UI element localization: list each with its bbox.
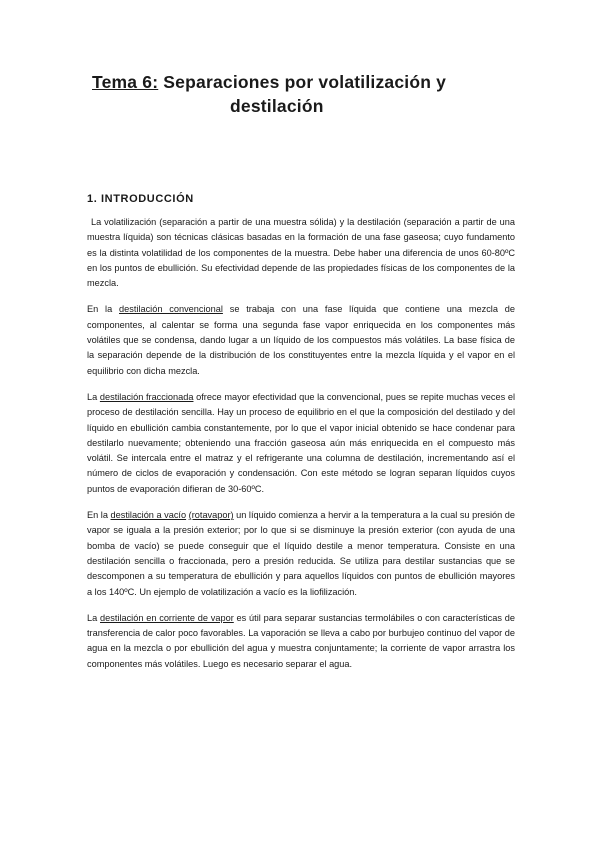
term-conventional-distillation: destilación convencional bbox=[119, 304, 223, 315]
paragraph-text: se trabaja con una fase líquida que contiene una mezcla de componentes, al calentar se forma una segunda fase vapor enriquecida en los componentes más volátiles que se condensa, dando lugar a un líquido de los compuestos más volátiles. La base física de la separación depende de la distribución de los constituyentes entre la mezcla líquida y el vapor en el equilibrio con dicha mezcla. bbox=[87, 304, 515, 376]
paragraph-volatilization: La volatilización (separación a partir de una muestra sólida) y la destilación (separación a partir de una muestra líquida) son técnicas clásicas basadas en la formación de una fase gaseosa; cuyo fundamento es la distinta volatilidad de los componentes de la muestra. Debe haber una diferencia de unos 60-80ºC en los puntos de ebullición. Su efectividad depende de las propiedades físicas de los componentes de la mezcla. bbox=[87, 217, 515, 289]
paragraph-steam-distillation bbox=[87, 611, 515, 672]
title-line-1-text: Separaciones por volatilización y bbox=[158, 72, 447, 92]
paragraph-text: En la bbox=[87, 510, 111, 521]
paragraph-text: un líquido comienza a hervir a la temperatura a la cual su presión de vapor se iguala a la presión exterior; por lo que si se disminuye la presión exterior (con ayuda de una bomba de vacío) se puede conseguir que el líquido destile a menor temperatura. Consiste en una destilación sencilla o fraccionada, pero a presión reducida. Se utiliza para destilar sustancias que se descomponen a su temperatura de ebullición y para aquellos líquidos con puntos de ebullición mayores a los 140ºC. Un ejemplo de volatilización a vacío es la liofilización. bbox=[87, 510, 515, 597]
paragraph-text: La bbox=[87, 612, 101, 623]
paragraph-text: En la bbox=[87, 304, 120, 315]
paragraph-text: La bbox=[87, 391, 100, 402]
paragraph-conventional-distillation bbox=[87, 302, 515, 378]
paragraph-vacuum-distillation bbox=[87, 508, 515, 600]
title-line-2: destilación bbox=[230, 96, 324, 116]
term-rotavapor: (rotavapor) bbox=[188, 510, 234, 521]
paragraph-fractional-distillation bbox=[87, 390, 515, 497]
term-steam-distillation: destilación en corriente de vapor bbox=[100, 612, 234, 623]
title-topic-label: Tema 6: bbox=[92, 72, 159, 92]
paragraph-text: ofrece mayor efectividad que la convencional, pues se repite muchas veces el proceso de destilación sencilla. Hay un proceso de equilibrio en el que la composición del destilado y del líquido en ebullición cambia constantemente, por lo que el vapor inicial obtenido se hace condenar para destilarlo nuevamente; obteniendo una fracción gaseosa aún más enriquecida en el compuesto más volátil. Se intercala entre el matraz y el refrigerante una columna de destilación, incrementando así el número de ciclos de evaporación y condensación. Con este método se logran separan líquidos cuyos puntos de evaporación difieran de 30-60ºC. bbox=[87, 391, 515, 494]
body-text bbox=[87, 215, 515, 683]
term-vacuum-distillation: destilación a vacío bbox=[110, 510, 187, 521]
term-fractional-distillation: destilación fraccionada bbox=[99, 391, 194, 402]
title-line-1 bbox=[80, 70, 520, 94]
paragraph-text: es útil para separar sustancias termolábiles o con características de transferencia de calor poco favorables. La vaporación se lleva a cabo por burbujeo continuo del vapor de agua en la mezcla o por ebullición del agua y muestra conjuntamente; la corriente de vapor arrastra los componentes más volátiles. Luego es necesario separar el agua. bbox=[87, 612, 515, 669]
page-title bbox=[80, 70, 520, 118]
section-heading: 1. INTRODUCCIÓN bbox=[87, 193, 194, 205]
